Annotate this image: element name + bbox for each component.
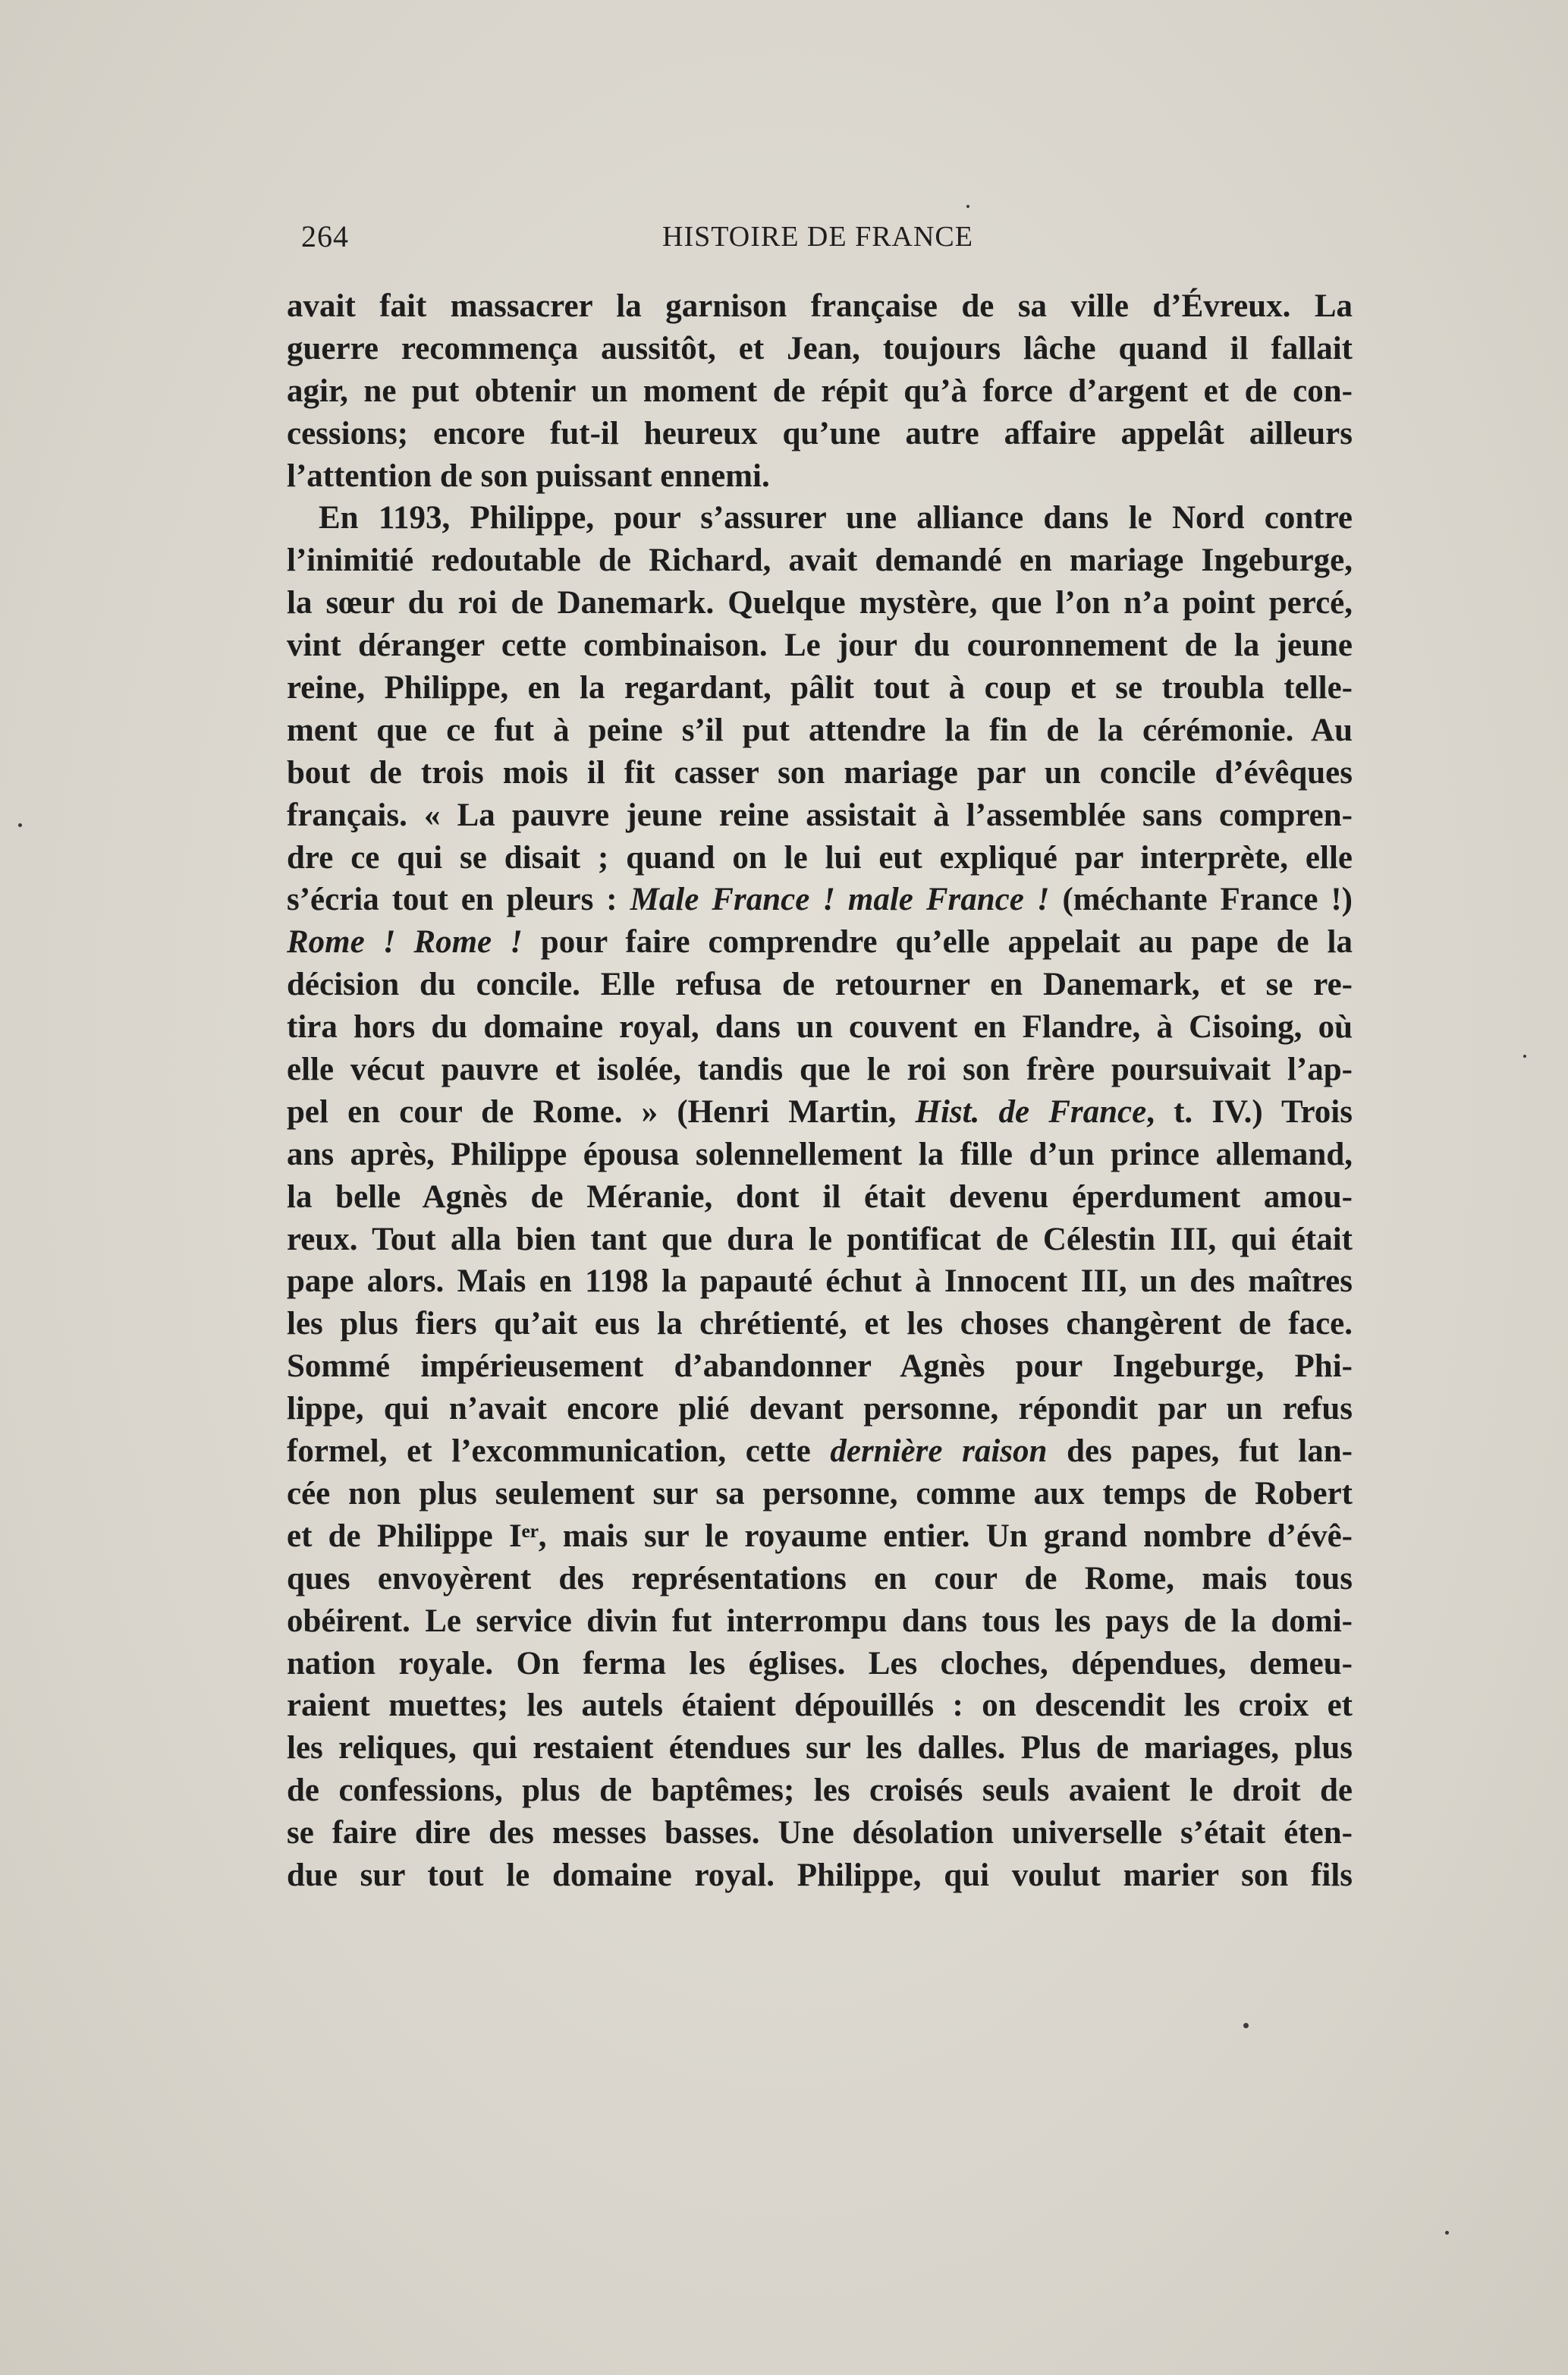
- text-line: nation royale. On ferma les églises. Les cloches, dépendues, demeu-: [287, 1645, 1353, 1681]
- text-line: guerre recommença aussitôt, et Jean, toujours lâche quand il fallait: [287, 330, 1353, 366]
- text-line: l’inimitié redoutable de Richard, avait demandé en mariage Ingeburge,: [287, 543, 1353, 579]
- text-line: obéirent. Le service divin fut interrompu dans tous les pays de la domi-: [287, 1603, 1353, 1639]
- text-line: bout de trois mois il fit casser son mariage par un concile d’évêques: [287, 754, 1353, 791]
- text-line: agir, ne put obtenir un moment de répit qu’à force d’argent et de con-: [287, 373, 1353, 409]
- italic-phrase: Male France ! male France !: [630, 882, 1050, 918]
- text-line: de confessions, plus de baptêmes; les croisés seuls avaient le droit de: [287, 1773, 1353, 1809]
- paper-speck: [1523, 1055, 1526, 1058]
- italic-phrase: Rome ! Rome !: [287, 924, 523, 961]
- text-line: pape alors. Mais en 1198 la papauté échut à Innocent III, un des maîtres: [287, 1263, 1353, 1300]
- text-line: s’écria tout en pleurs : Male France ! male France ! (méchante France !): [287, 882, 1353, 918]
- text-line: cée non plus seulement sur sa personne, comme aux temps de Robert: [287, 1475, 1353, 1512]
- page-number: 264: [301, 219, 349, 253]
- paper-speck: [966, 205, 969, 208]
- paper-speck: [18, 823, 22, 827]
- running-head: [301, 219, 1351, 264]
- text-line: pel en cour de Rome. » (Henri Martin, Hist. de France, t. IV.) Trois: [287, 1093, 1353, 1130]
- paper-speck: [1243, 2023, 1249, 2028]
- text-line: dre ce qui se disait ; quand on le lui eut expliqué par interprète, elle: [287, 839, 1353, 876]
- text-line: lippe, qui n’avait encore plié devant personne, répondit par un refus: [287, 1391, 1353, 1427]
- text-line: vint déranger cette combinaison. Le jour du couronnement de la jeune: [287, 628, 1353, 664]
- text-line: reine, Philippe, en la regardant, pâlit tout à coup et se troubla telle-: [287, 670, 1353, 706]
- text-line: les reliques, qui restaient étendues sur les dalles. Plus de mariages, plus: [287, 1730, 1353, 1766]
- text-line: Sommé impérieusement d’abandonner Agnès pour Ingeburge, Phi-: [287, 1348, 1353, 1385]
- text-line: tira hors du domaine royal, dans un couvent en Flandre, à Cisoing, où: [287, 1009, 1353, 1046]
- text-line: formel, et l’excommunication, cette dernière raison des papes, fut lan-: [287, 1433, 1353, 1470]
- paragraph-start-line: En 1193, Philippe, pour s’assurer une alliance dans le Nord contre: [319, 500, 1353, 536]
- italic-phrase: Hist. de France: [915, 1093, 1147, 1130]
- text-line: français. « La pauvre jeune reine assistait à l’assemblée sans compren-: [287, 797, 1353, 833]
- text-line: ques envoyèrent des représentations en cour de Rome, mais tous: [287, 1560, 1353, 1596]
- text-line: reux. Tout alla bien tant que dura le pontificat de Célestin III, qui était: [287, 1221, 1353, 1257]
- text-line: ment que ce fut à peine s’il put attendre la fin de la cérémonie. Au: [287, 712, 1353, 748]
- text-line: les plus fiers qu’ait eus la chrétienté, et les choses changèrent de face.: [287, 1306, 1353, 1342]
- text-line: avait fait massacrer la garnison française de sa ville d’Évreux. La: [287, 288, 1353, 324]
- text-line: Rome ! Rome ! pour faire comprendre qu’elle appelait au pape de la: [287, 924, 1353, 961]
- paper-speck: [1445, 2231, 1449, 2235]
- running-title: HISTOIRE DE FRANCE: [662, 221, 973, 253]
- text-line: ans après, Philippe épousa solennellement la fille d’un prince allemand,: [287, 1136, 1353, 1172]
- text-line: raient muettes; les autels étaient dépouillés : on descendit les croix et: [287, 1688, 1353, 1724]
- text-line: elle vécut pauvre et isolée, tandis que le roi son frère poursuivait l’ap-: [287, 1052, 1353, 1088]
- text-line: l’attention de son puissant ennemi.: [287, 458, 770, 494]
- italic-phrase: dernière raison: [830, 1433, 1048, 1470]
- text-line: se faire dire des messes basses. Une désolation universelle s’était éten-: [287, 1815, 1353, 1851]
- text-line: la sœur du roi de Danemark. Quelque mystère, que l’on n’a point percé,: [287, 585, 1353, 621]
- text-line: et de Philippe Iᵉʳ, mais sur le royaume entier. Un grand nombre d’évê-: [287, 1518, 1353, 1554]
- text-line: décision du concile. Elle refusa de retourner en Danemark, et se re-: [287, 967, 1353, 1003]
- text-line: cessions; encore fut-il heureux qu’une autre affaire appelât ailleurs: [287, 415, 1353, 451]
- text-line: due sur tout le domaine royal. Philippe, qui voulut marier son fils: [287, 1857, 1353, 1893]
- body-text: [287, 285, 1353, 1897]
- text-line: la belle Agnès de Méranie, dont il était devenu éperdument amou-: [287, 1178, 1353, 1215]
